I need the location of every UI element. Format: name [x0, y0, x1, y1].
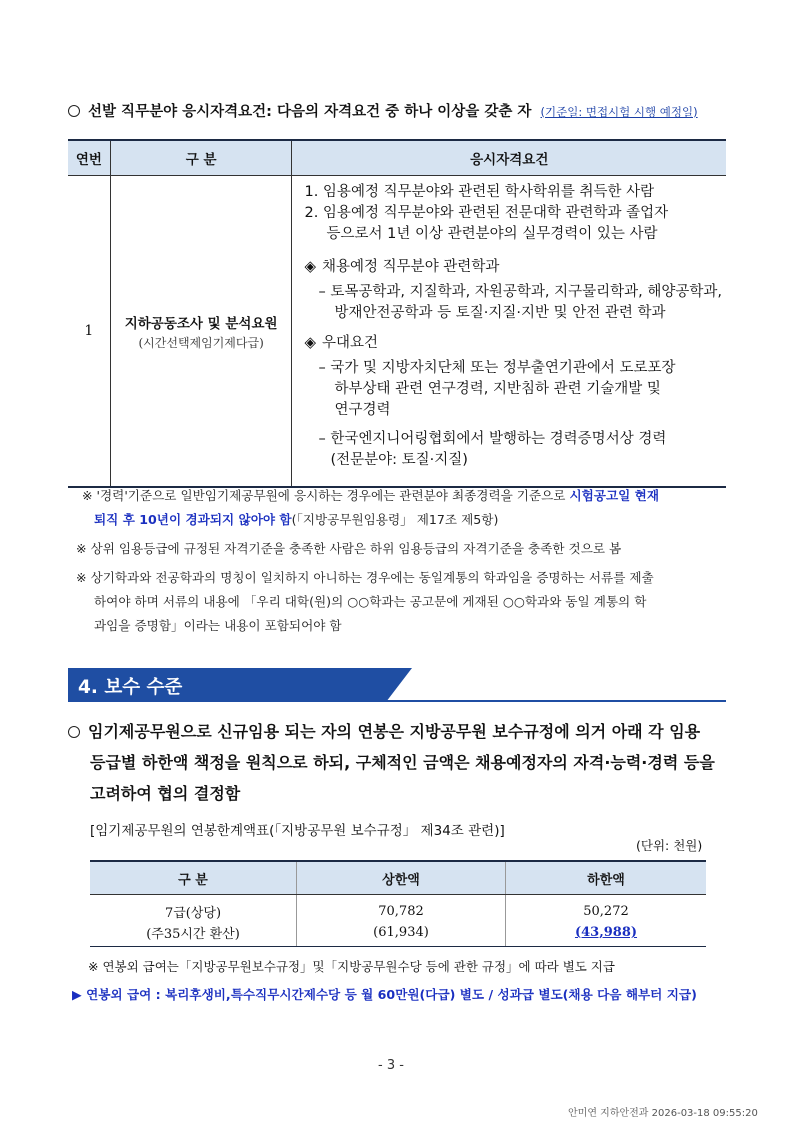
- pay-para-line-2: 등급별 하한액 책정을 원칙으로 하되, 구체적인 금액은 채용예정자의 자격·능력·경력 등을: [90, 753, 715, 772]
- note-1-cont: 퇴직 후 10년이 경과되지 않아야 함(「지방공무원임용령」 제17조 제5항): [94, 512, 499, 527]
- circle-bullet-icon: [68, 105, 80, 117]
- qual-heading-note: (기준일: 면접시험 시행 예정일): [540, 105, 698, 119]
- note-3: ※ 상기학과와 전공학과의 명칭이 일치하지 아니하는 경우에는 동일계통의 학과임을 증명하는 서류를 제출: [76, 570, 654, 585]
- row-requirements: [292, 176, 726, 488]
- diamond-bullet-icon: ◈: [304, 257, 317, 275]
- pay-header-category: 구 분: [90, 861, 297, 895]
- qual-heading-text: 선발 직무분야 응시자격요건: 다음의 자격요건 중 하나 이상을 갖춘 자: [88, 104, 532, 120]
- requirement-table-header: [68, 140, 726, 176]
- req-line-4: ◈ 채용예정 직무분야 관련학과: [304, 257, 500, 275]
- header-requirements: 응시자격요건: [292, 140, 726, 176]
- unit-label: (단위: 천원): [636, 838, 703, 853]
- table-row: [90, 922, 706, 947]
- section-title: 4. 보수 수준: [78, 677, 183, 698]
- note-2: ※ 상위 임용등급에 규정된 자격기준을 충족한 사람은 하위 임용등급의 자격기준을 충족한 것으로 봄: [76, 541, 622, 556]
- pay-row-label: (주35시간 환산): [90, 922, 297, 947]
- pay-note-2: ▶ 연봉외 급여 : 복리후생비,특수직무시간제수당 등 월 60만원(다급) 별도 / 성과급 별도(채용 다음 해부터 지급): [72, 987, 697, 1002]
- req-line-12: (전문분야: 토질·지질): [330, 452, 468, 468]
- pay-para-line-1: 임기제공무원으로 신규임용 되는 자의 연봉은 지방공무원 보수규정에 의거 아래 각 임용: [68, 716, 730, 747]
- note-3-line-3: 과임을 증명함」이라는 내용이 포함되어야 함: [94, 618, 342, 633]
- pay-note-1: ※ 연봉외 급여는「지방공무원보수규정」및「지방공무원수당 등에 관한 규정」에 따라 별도 지급: [88, 959, 615, 974]
- pay-row-upper: (61,934): [297, 922, 506, 947]
- table-caption: [임기제공무원의 연봉한계액표(「지방공무원 보수규정」 제34조 관련)]: [90, 823, 505, 839]
- section-banner: [68, 668, 726, 702]
- footer-stamp: 안미연 지하안전과 2026-03-18 09:55:20: [568, 1108, 758, 1119]
- table-row: [90, 895, 706, 923]
- row-subtitle: (시간선택제임기제다급): [138, 335, 264, 350]
- pay-header-upper: 상한액: [297, 861, 506, 895]
- req-line-2: 2. 임용예정 직무분야와 관련된 전문대학 관련학과 졸업자: [304, 205, 669, 221]
- header-num: 연번: [68, 140, 110, 176]
- header-category: 구 분: [110, 140, 292, 176]
- req-line-11: – 한국엔지니어링협회에서 발행하는 경력증명서상 경력: [318, 431, 667, 447]
- pay-para-line-3: 고려하여 협의 결정함: [90, 784, 241, 803]
- diamond-bullet-icon: ◈: [304, 333, 317, 351]
- req-line-8: – 국가 및 지방자치단체 또는 정부출연기관에서 도로포장: [318, 360, 676, 376]
- requirement-table: [68, 139, 726, 488]
- pay-table: [90, 860, 706, 947]
- row-num: 1: [68, 176, 110, 488]
- req-line-10: 연구경력: [334, 402, 391, 418]
- req-line-5: – 토목공학과, 지질학과, 자원공학과, 지구물리학과, 해양공학과,: [318, 284, 722, 300]
- note-3-line-2: 하여야 하며 서류의 내용에 「우리 대학(원)의 ○○학과는 공고문에 게재된 ○○학과와 동일 계통의 학: [94, 594, 647, 609]
- req-line-6: 방재안전공학과 등 토질·지질·지반 및 안전 관련 학과: [334, 305, 666, 321]
- req-line-9: 하부상태 관련 연구경력, 지반침하 관련 기술개발 및: [334, 381, 661, 397]
- req-line-3: 등으로서 1년 이상 관련분야의 실무경력이 있는 사람: [326, 226, 658, 242]
- page-number: - 3 -: [378, 1058, 404, 1073]
- req-line-7: ◈ 우대요건: [304, 333, 379, 351]
- pay-row-upper: 70,782: [297, 895, 506, 923]
- row-category: [110, 176, 292, 488]
- pay-paragraph: [68, 716, 730, 809]
- table-row: [68, 176, 726, 488]
- pay-row-lower: 50,272: [583, 904, 629, 919]
- note-1: ※ '경력'기준으로 일반임기제공무원에 응시하는 경우에는 관련분야 최종경력을 기준으로 시험공고일 현재: [82, 488, 660, 503]
- pay-row-lower: (43,988): [506, 922, 707, 947]
- pay-table-header: [90, 861, 706, 895]
- circle-bullet-icon: [68, 726, 80, 738]
- req-line-1: 1. 임용예정 직무분야와 관련된 학사학위를 취득한 사람: [304, 184, 655, 200]
- pay-row-label: 7급(상당): [90, 895, 297, 923]
- pay-header-lower: 하한액: [506, 861, 707, 895]
- qual-heading: [68, 100, 698, 121]
- row-title: 지하공동조사 및 분석요원: [124, 315, 278, 332]
